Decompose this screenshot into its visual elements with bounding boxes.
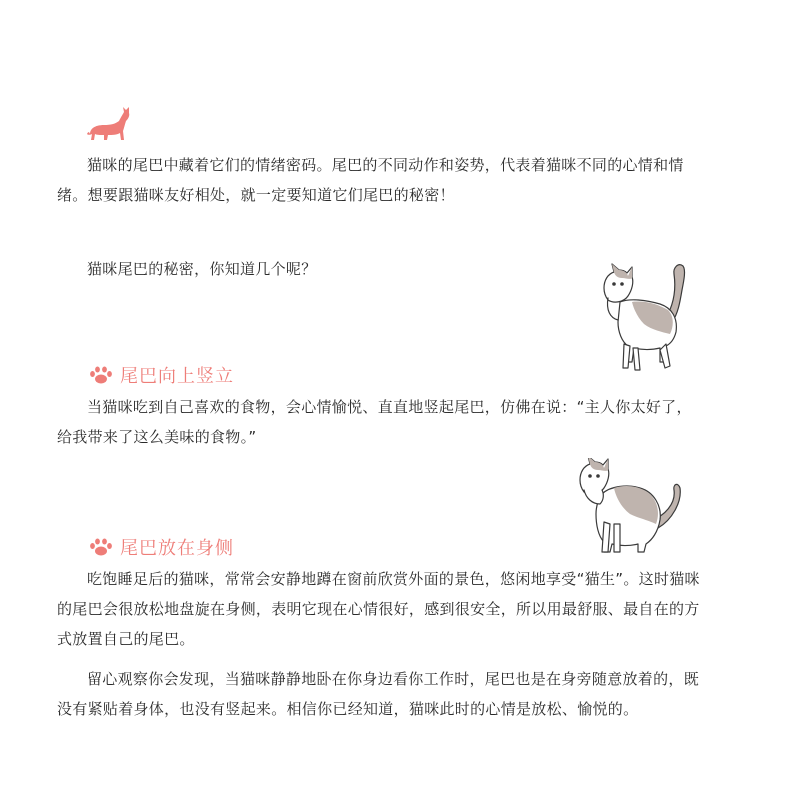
section-heading-tail-side (88, 534, 234, 560)
section-heading-text: 尾巴放在身侧 (120, 538, 234, 559)
section-paragraph: 吃饱睡足后的猫咪，常常会安静地蹲在窗前欣赏外面的景色，悠闲地享受“猫生”。这时猫咪的尾巴会很放松地盘旋在身侧，表明它现在心情很好，感到很安全，所以用最舒服、最自在的方式放置自己的尾巴。 (57, 570, 700, 648)
intro-paragraph: 猫咪的尾巴中藏着它们的情绪密码。尾巴的不同动作和姿势，代表着猫咪不同的心情和情绪。想要跟猫咪友好相处，就一定要知道它们尾巴的秘密！ (57, 156, 684, 204)
intro-question: 猫咪尾巴的秘密，你知道几个呢？ (87, 260, 317, 278)
sitting-cat-illustration (574, 458, 684, 558)
standing-cat-illustration (590, 258, 700, 378)
paw-print-icon (88, 365, 114, 385)
cat-silhouette-icon (86, 104, 134, 144)
paw-print-icon (88, 537, 114, 557)
section-paragraph: 留心观察你会发现，当猫咪静静地卧在你身边看你工作时，尾巴也是在身旁随意放着的，既没有紧贴着身体，也没有竖起来。相信你已经知道，猫咪此时的心情是放松、愉悦的。 (57, 670, 700, 718)
section-paragraph: 当猫咪吃到自己喜欢的食物，会心情愉悦、直直地竖起尾巴，仿佛在说：“主人你太好了，给我带来了这么美味的食物。” (57, 398, 692, 446)
section-heading-tail-up (88, 362, 234, 388)
section-heading-text: 尾巴向上竖立 (120, 366, 234, 387)
